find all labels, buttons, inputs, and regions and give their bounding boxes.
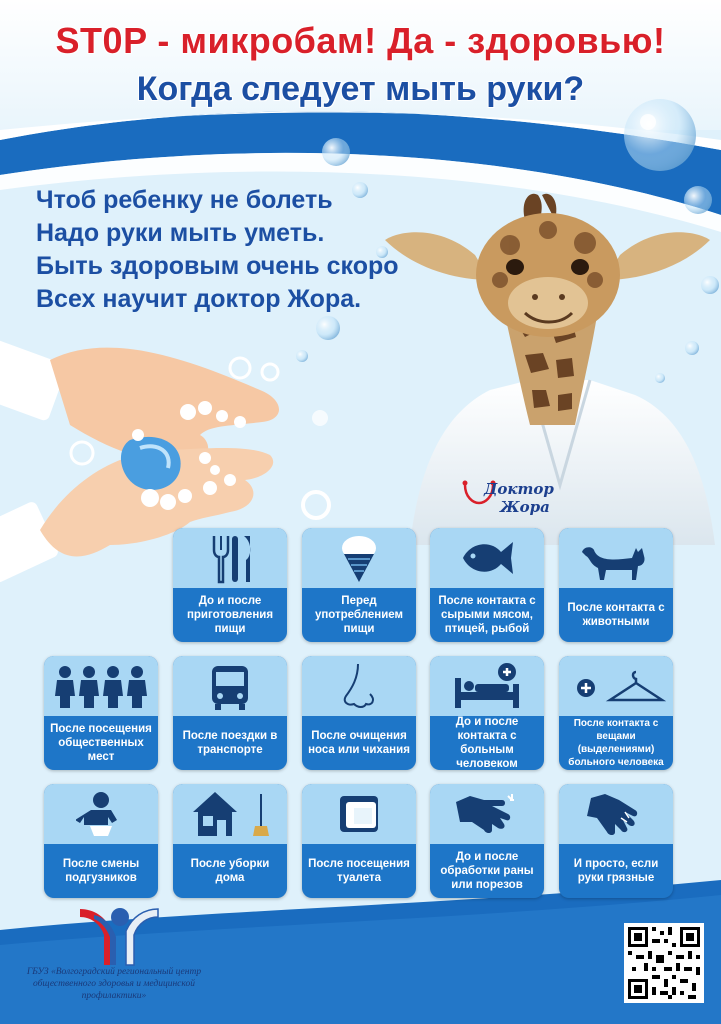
card-cooking bbox=[173, 528, 287, 642]
card-transport bbox=[173, 656, 287, 770]
verse-line: Всех научит доктор Жора. bbox=[36, 285, 362, 313]
nose-icon bbox=[334, 660, 384, 712]
card-label: После очищения носа или чихания bbox=[308, 730, 410, 756]
page-title: ST0P - микробам! Да - здоровью! bbox=[55, 20, 666, 61]
card-label: До и после обработки раны или порезов bbox=[440, 851, 534, 891]
card-toilet bbox=[302, 784, 416, 898]
house-icon bbox=[185, 788, 275, 840]
qr-code[interactable] bbox=[624, 923, 704, 1003]
card-label: После уборки дома bbox=[190, 858, 270, 884]
verse-line: Быть здоровым очень скоро bbox=[36, 252, 399, 280]
card-wounds bbox=[430, 784, 544, 898]
card-label: Перед употреблением пищи bbox=[314, 595, 404, 635]
card-label: После посещения туалета bbox=[308, 858, 410, 884]
ice-cream-icon bbox=[334, 532, 384, 584]
toilet-paper-icon bbox=[334, 788, 384, 840]
badge-line2: Жора bbox=[500, 498, 550, 516]
hanger-icon bbox=[566, 660, 666, 712]
bus-icon bbox=[205, 660, 255, 712]
card-dirty-hands bbox=[559, 784, 673, 898]
card-animals bbox=[559, 528, 673, 642]
baby-icon bbox=[76, 788, 126, 840]
badge-line1: Доктор bbox=[484, 480, 554, 498]
cat-icon bbox=[576, 532, 656, 584]
card-nose bbox=[302, 656, 416, 770]
card-sick-person bbox=[430, 656, 544, 770]
people-icon bbox=[51, 660, 151, 712]
organization-name: ГБУЗ «Волгоградский региональный центр общественного здоровья и медицинской профилактики» bbox=[26, 967, 202, 1001]
card-label: До и после контакта с больным человеком bbox=[455, 716, 519, 770]
card-cleaning bbox=[173, 784, 287, 898]
card-label: После контакта с животными bbox=[567, 602, 665, 628]
wound-hand-icon bbox=[452, 788, 522, 840]
card-label: После контакта с сырыми мясом, птицей, рыбой bbox=[438, 595, 536, 635]
card-public-places bbox=[44, 656, 158, 770]
page-subtitle: Когда следует мыть руки? bbox=[136, 70, 585, 108]
card-sick-items bbox=[559, 656, 673, 770]
card-diapers bbox=[44, 784, 158, 898]
verse-line: Чтоб ребенку не болеть bbox=[36, 186, 333, 214]
card-raw-food bbox=[430, 528, 544, 642]
fish-icon bbox=[457, 532, 517, 584]
cutlery-icon bbox=[200, 532, 260, 584]
card-label: После поездки в транспорте bbox=[182, 730, 278, 756]
card-label: До и после приготовления пищи bbox=[186, 595, 274, 635]
card-label: И просто, если руки грязные bbox=[573, 858, 659, 884]
card-label: После смены подгузников bbox=[62, 858, 140, 884]
verse-line: Надо руки мыть уметь. bbox=[36, 219, 325, 247]
verse bbox=[36, 184, 399, 316]
doctor-badge bbox=[462, 480, 554, 516]
sick-bed-icon bbox=[447, 660, 527, 712]
organization-logo bbox=[74, 905, 164, 967]
card-label: После посещения общественных мест bbox=[50, 723, 152, 763]
card-before-eating bbox=[302, 528, 416, 642]
dirty-hand-icon bbox=[581, 788, 651, 840]
card-label: После контакта с вещами (выделениями) больного человека bbox=[568, 718, 664, 768]
